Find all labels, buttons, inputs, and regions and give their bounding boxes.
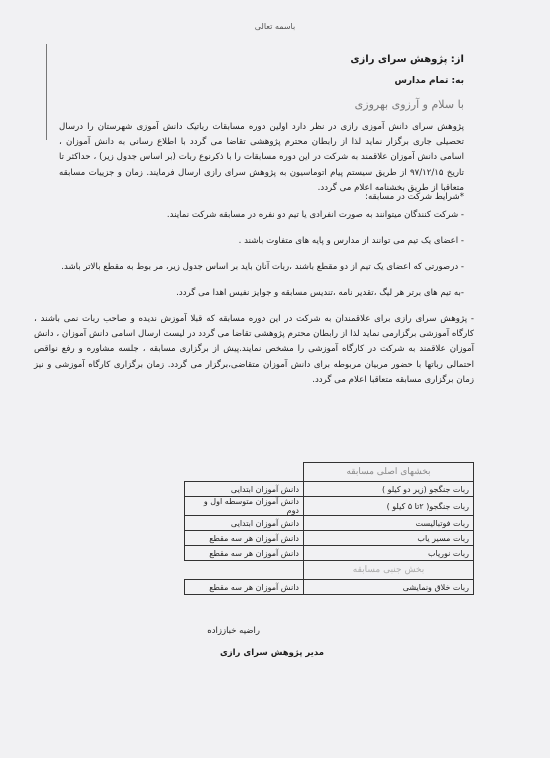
main-section-header: بخشهای اصلی مسابقه	[304, 463, 474, 482]
category-cell: دانش آموزان ابتدایی	[185, 482, 304, 497]
table-header-row	[185, 561, 474, 580]
condition-item: -به تیم های برتر هر لیگ ،تقدیر نامه ،تندیس مسابقه و جوایز نفیس اهدا می گردد.	[176, 288, 464, 298]
robot-cell: ربات جنگجو (زیر دو کیلو )	[304, 482, 474, 497]
margin-line	[46, 44, 47, 140]
conditions-title: *شرایط شرکت در مسابقه:	[365, 192, 464, 202]
table-row	[185, 497, 474, 516]
robot-cell: ربات فوتبالیست	[304, 516, 474, 531]
side-section-header: بخش جنبی مسابقه	[304, 561, 474, 580]
table-row	[185, 531, 474, 546]
category-cell: دانش آموزان هر سه مقطع	[185, 546, 304, 561]
signature-title: مدیر پژوهش سرای رازی	[219, 648, 324, 658]
signature-name: راضیه خباززاده	[207, 626, 260, 636]
table-row	[185, 546, 474, 561]
workshop-paragraph: - پژوهش سرای رازی برای علاقمندان به شرکت در این دوره مسابقه که قبلا آموزش ندیده و صاحب ربات نمی باشند ، کارگاه آموزشی برگزارمی نماید لذا از رابطان محترم پژوهشی تقاضا می گردد در لیست ارسال اسامی دانش آموزان ، دانش آموزان علاقمند به شرکت در کارگاه آموزشی را مشخص نمایند.پیش از برگزاری مسابقه ، جلسه مشاوره و رفع نواقص احتمالی رباتها با حضور مربیان مربوطه برای دانش آموزان متقاضی،برگزار می گردد. زمان برگزاری کارگاه آموزشی و نیز زمان برگزاری مسابقه متعاقبا اعلام می گردد.	[34, 314, 474, 385]
table-row	[185, 516, 474, 531]
category-cell: دانش آموزان متوسطه اول و دوم	[185, 497, 304, 516]
category-cell: دانش آموزان هر سه مقطع	[185, 580, 304, 595]
robot-cell: ربات جنگجو( ۲تا ۵ کیلو )	[304, 497, 474, 516]
table-row	[185, 580, 474, 595]
condition-item: - درصورتی که اعضای یک تیم از دو مقطع باشند ،ربات آنان باید بر اساس جدول زیر، مر بوط به مقطع بالاتر باشد.	[61, 262, 464, 272]
robot-cell: ربات خلاق ونمایشی	[304, 580, 474, 595]
robot-cell: ربات نوریاب	[304, 546, 474, 561]
competition-table	[184, 462, 474, 595]
condition-item: - شرکت کنندگان میتوانند به صورت انفرادی یا تیم دو نفره در مسابقه شرکت نمایند.	[166, 210, 464, 220]
greeting: با سلام و آرزوی بهروزی	[354, 98, 464, 111]
from-line: از: پژوهش سرای رازی	[350, 54, 464, 65]
condition-item: - اعضای یک تیم می توانند از مدارس و پایه های متفاوت باشند .	[238, 236, 464, 246]
basmala: باسمه تعالی	[254, 22, 296, 31]
robot-cell: ربات مسیر یاب	[304, 531, 474, 546]
intro-paragraph: پژوهش سرای دانش آموزی رازی در نظر دارد اولین دوره مسابقات رباتیک دانش آموزی شهرستان را درسال تحصیلی جاری برگزار نماید لذا از رابطان محترم پژوهشی تقاضا می گردد با اطلاع رسانی به دانش آموزان ، اسامی دانش آموزان علاقمند به شرکت در این دوره مسابقات را با ذکرنوع ربات (بر اساس جدول زیر) ، حداکثر تا تاریخ ۹۷/۱۲/۱۵ از طریق سیستم پیام اتوماسیون به پژوهش سرای رازی ارسال فرمایند. زمان و جزییات مسابقه متعاقبا از طریق بخشنامه اعلام می گردد.	[59, 122, 464, 193]
category-cell: دانش آموزان هر سه مقطع	[185, 531, 304, 546]
table-row	[185, 482, 474, 497]
category-cell: دانش آموزان ابتدایی	[185, 516, 304, 531]
table-header-row	[185, 463, 474, 482]
to-line: به: تمام مدارس	[394, 76, 464, 86]
empty-cell	[185, 463, 304, 482]
empty-cell	[185, 561, 304, 580]
